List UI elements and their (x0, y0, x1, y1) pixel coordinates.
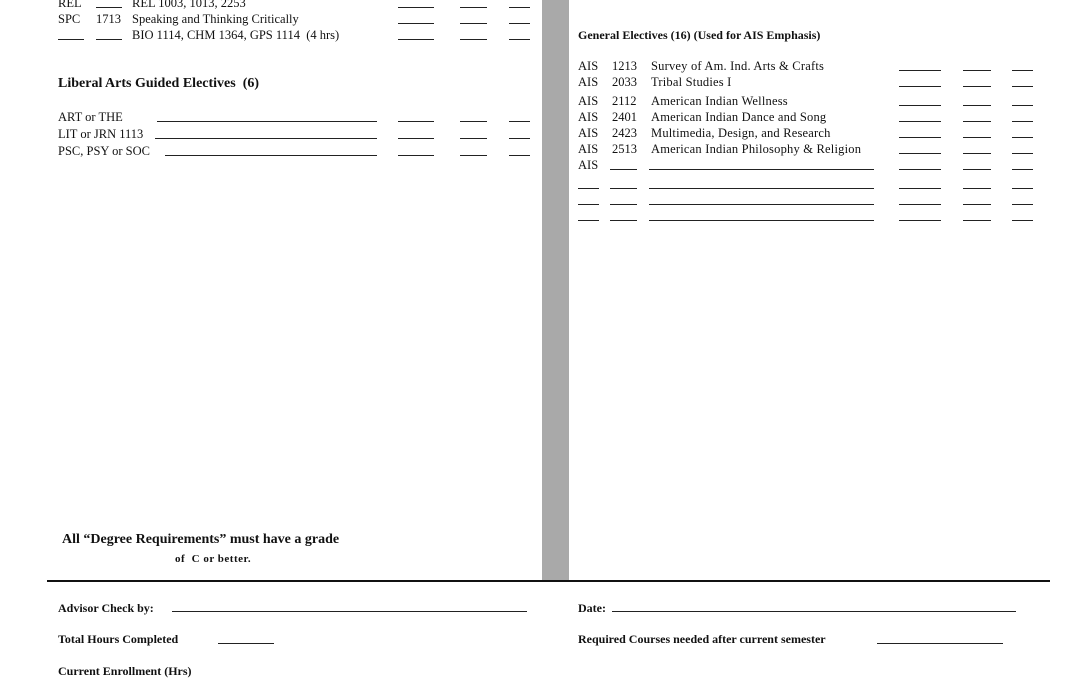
course-dept: AIS (578, 142, 599, 156)
grade-field[interactable] (1012, 105, 1033, 106)
semester-field[interactable] (899, 137, 941, 138)
hours-field[interactable] (963, 188, 991, 189)
grade-field[interactable] (509, 138, 530, 139)
course-dept: AIS (578, 158, 599, 172)
advisor-field[interactable] (172, 611, 527, 612)
course-title: Multimedia, Design, and Research (651, 126, 831, 140)
course-dept-blank[interactable] (578, 188, 599, 189)
grade-field[interactable] (1012, 220, 1033, 221)
semester-field[interactable] (899, 121, 941, 122)
total-hours-field[interactable] (218, 643, 274, 644)
course-title: BIO 1114, CHM 1364, GPS 1114 (4 hrs) (132, 28, 340, 42)
guided-elective-label: LIT or JRN 1113 (58, 127, 144, 141)
hours-field[interactable] (963, 121, 991, 122)
course-dept-blank[interactable] (578, 204, 599, 205)
course-number: 2513 (612, 142, 637, 156)
semester-field[interactable] (398, 39, 434, 40)
semester-field[interactable] (899, 70, 941, 71)
footer-divider (47, 580, 1050, 582)
hours-field[interactable] (460, 23, 487, 24)
hours-field[interactable] (460, 155, 487, 156)
course-dept: REL (58, 0, 82, 10)
grade-field[interactable] (1012, 70, 1033, 71)
date-field[interactable] (612, 611, 1016, 612)
course-dept-blank[interactable] (578, 220, 599, 221)
semester-field[interactable] (899, 220, 941, 221)
semester-field[interactable] (899, 105, 941, 106)
grade-field[interactable] (1012, 137, 1033, 138)
guided-elective-field[interactable] (155, 138, 377, 139)
semester-field[interactable] (899, 153, 941, 154)
hours-field[interactable] (963, 220, 991, 221)
course-dept: SPC (58, 12, 81, 26)
course-dept: AIS (578, 59, 599, 73)
enrollment-label: Current Enrollment (Hrs) (58, 664, 192, 678)
course-dept: AIS (578, 126, 599, 140)
course-dept: AIS (578, 94, 599, 108)
hours-field[interactable] (963, 204, 991, 205)
course-title-blank[interactable] (649, 188, 874, 189)
center-gutter (542, 0, 569, 581)
grade-field[interactable] (509, 23, 530, 24)
hours-field[interactable] (460, 7, 487, 8)
course-title: Speaking and Thinking Critically (132, 12, 299, 26)
hours-field[interactable] (460, 121, 487, 122)
grade-field[interactable] (509, 39, 530, 40)
course-number: 1713 (96, 12, 121, 26)
semester-field[interactable] (899, 188, 941, 189)
course-number-blank[interactable] (610, 188, 637, 189)
hours-field[interactable] (963, 86, 991, 87)
guided-electives-heading: Liberal Arts Guided Electives (6) (58, 76, 260, 91)
semester-field[interactable] (899, 204, 941, 205)
grade-field[interactable] (1012, 86, 1033, 87)
hours-field[interactable] (963, 137, 991, 138)
course-title: Survey of Am. Ind. Arts & Crafts (651, 59, 825, 73)
course-number-blank[interactable] (610, 220, 637, 221)
course-number: 2401 (612, 110, 637, 124)
course-title: Tribal Studies I (651, 75, 732, 89)
hours-field[interactable] (460, 138, 487, 139)
hours-field[interactable] (460, 39, 487, 40)
course-number-blank[interactable] (610, 204, 637, 205)
course-title: American Indian Wellness (651, 94, 788, 108)
hours-field[interactable] (963, 169, 991, 170)
grade-field[interactable] (1012, 169, 1033, 170)
semester-field[interactable] (398, 155, 434, 156)
course-number-blank[interactable] (96, 7, 122, 8)
semester-field[interactable] (398, 138, 434, 139)
grade-field[interactable] (1012, 204, 1033, 205)
hours-field[interactable] (963, 153, 991, 154)
semester-field[interactable] (398, 7, 434, 8)
grade-field[interactable] (1012, 121, 1033, 122)
hours-field[interactable] (963, 70, 991, 71)
guided-elective-label: ART or THE (58, 110, 123, 124)
course-number: 2112 (612, 94, 637, 108)
course-number: 1213 (612, 59, 637, 73)
course-title-blank[interactable] (649, 204, 874, 205)
course-dept-blank[interactable] (58, 39, 84, 40)
guided-elective-label: PSC, PSY or SOC (58, 144, 150, 158)
hours-field[interactable] (963, 105, 991, 106)
general-electives-heading: General Electives (16) (Used for AIS Emphasis) (578, 28, 821, 42)
grade-field[interactable] (509, 121, 530, 122)
grade-field[interactable] (1012, 188, 1033, 189)
semester-field[interactable] (398, 23, 434, 24)
grade-field[interactable] (509, 155, 530, 156)
grade-note-line2: of C or better. (175, 553, 252, 565)
course-title-blank[interactable] (649, 220, 874, 221)
advisor-label: Advisor Check by: (58, 601, 154, 615)
grade-note-line1: All “Degree Requirements” must have a grade (62, 532, 340, 547)
course-number: 2423 (612, 126, 637, 140)
course-dept: AIS (578, 110, 599, 124)
course-dept: AIS (578, 75, 599, 89)
course-number-blank[interactable] (96, 39, 122, 40)
required-courses-label: Required Courses needed after current semester (578, 632, 826, 646)
course-number-blank[interactable] (610, 169, 637, 170)
semester-field[interactable] (899, 86, 941, 87)
course-title-blank[interactable] (649, 169, 874, 170)
grade-field[interactable] (1012, 153, 1033, 154)
course-title: REL 1003, 1013, 2253 (132, 0, 246, 10)
guided-elective-field[interactable] (165, 155, 377, 156)
course-title: American Indian Philosophy & Religion (651, 142, 862, 156)
semester-field[interactable] (398, 121, 434, 122)
guided-elective-field[interactable] (157, 121, 377, 122)
date-label: Date: (578, 601, 606, 615)
grade-field[interactable] (509, 7, 530, 8)
total-hours-label: Total Hours Completed (58, 632, 179, 646)
semester-field[interactable] (899, 169, 941, 170)
required-courses-field[interactable] (877, 643, 1003, 644)
course-number: 2033 (612, 75, 637, 89)
course-title: American Indian Dance and Song (651, 110, 827, 124)
